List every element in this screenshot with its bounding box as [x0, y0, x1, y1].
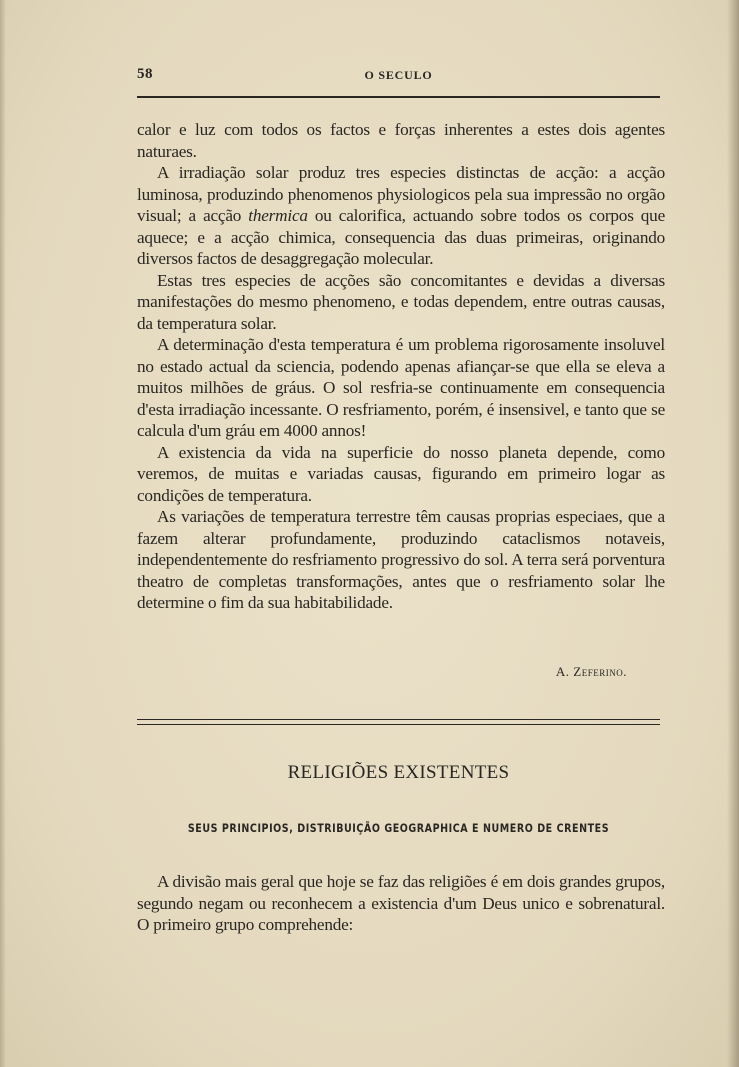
paragraph-6: As variações de temperatura terrestre têm causas proprias especiaes, que a fazem alterar profundamente, produzindo cataclismos notaveis, independentemente do resfriamento progressivo do sol. A terra será porventura theatro de completas transformações, antes que o resfriamento solar lhe determine o fim da sua habitabilidade. — [137, 507, 665, 612]
section-paragraph: A divisão mais geral que hoje se faz das religiões é em dois grandes grupos, segundo negam ou reconhecem a existencia d'um Deus unico e sobrenatural. O primeiro grupo comprehende: — [137, 872, 665, 934]
paragraph-2-start: A irradiação solar produz tres especies distinctas de acção: a acção luminosa, produzindo phenomenos physiologicos pela sua impressão no orgão visual; a acção — [137, 163, 665, 225]
section-title: RELIGIÕES EXISTENTES — [287, 762, 510, 783]
page-left-edge — [0, 0, 6, 1067]
paragraph-1: calor e luz com todos os factos e forças inherentes a estes dois agentes naturaes. — [137, 120, 665, 161]
paragraph-5: A existencia da vida na superficie do nosso planeta depende, como veremos, de muitas e variadas causas, figurando em primeiro logar as condições de temperatura. — [137, 442, 665, 505]
author-name: A. Zeferino. — [555, 664, 627, 679]
paragraph-2-italic-word: thermica — [248, 206, 308, 225]
page-header — [137, 66, 660, 86]
section-body — [137, 871, 665, 936]
paragraph-2 — [137, 162, 665, 270]
running-title: O SECULO — [364, 68, 433, 82]
paragraph-2-end: ou calorifica, actuando sobre todos os corpos que aquece; e a acção chimica, consequencia das duas primeiras, originando diversos factos de desaggregação molecular. — [137, 206, 665, 268]
page-number: 58 — [137, 66, 153, 82]
section-divider — [137, 719, 660, 725]
paragraph-3: Estas tres especies de acções são concomitantes e devidas a diversas manifestações do mesmo phenomeno, e todas dependem, entre outras causas, da temperatura solar. — [137, 270, 665, 333]
paragraph-4: A determinação d'esta temperatura é um problema rigorosamente insoluvel no estado actual da sciencia, podendo apenas afiançar-se que ella se eleva a muitos milhões de gráus. O sol resfria-se continuamente em consequencia d'esta irradiação incessante. O resfriamento, porém, é insensivel, e tanto que se calcula d'um gráu em 4000 annos! — [137, 335, 665, 440]
article-body — [137, 119, 665, 614]
page-right-edge — [727, 0, 739, 1067]
author-signature — [137, 664, 627, 680]
section-subtitle: SEUS PRINCIPIOS, DISTRIBUIÇÃO GEOGRAPHICA E NUMERO DE CRENTES — [187, 821, 610, 835]
header-rule — [137, 96, 660, 98]
